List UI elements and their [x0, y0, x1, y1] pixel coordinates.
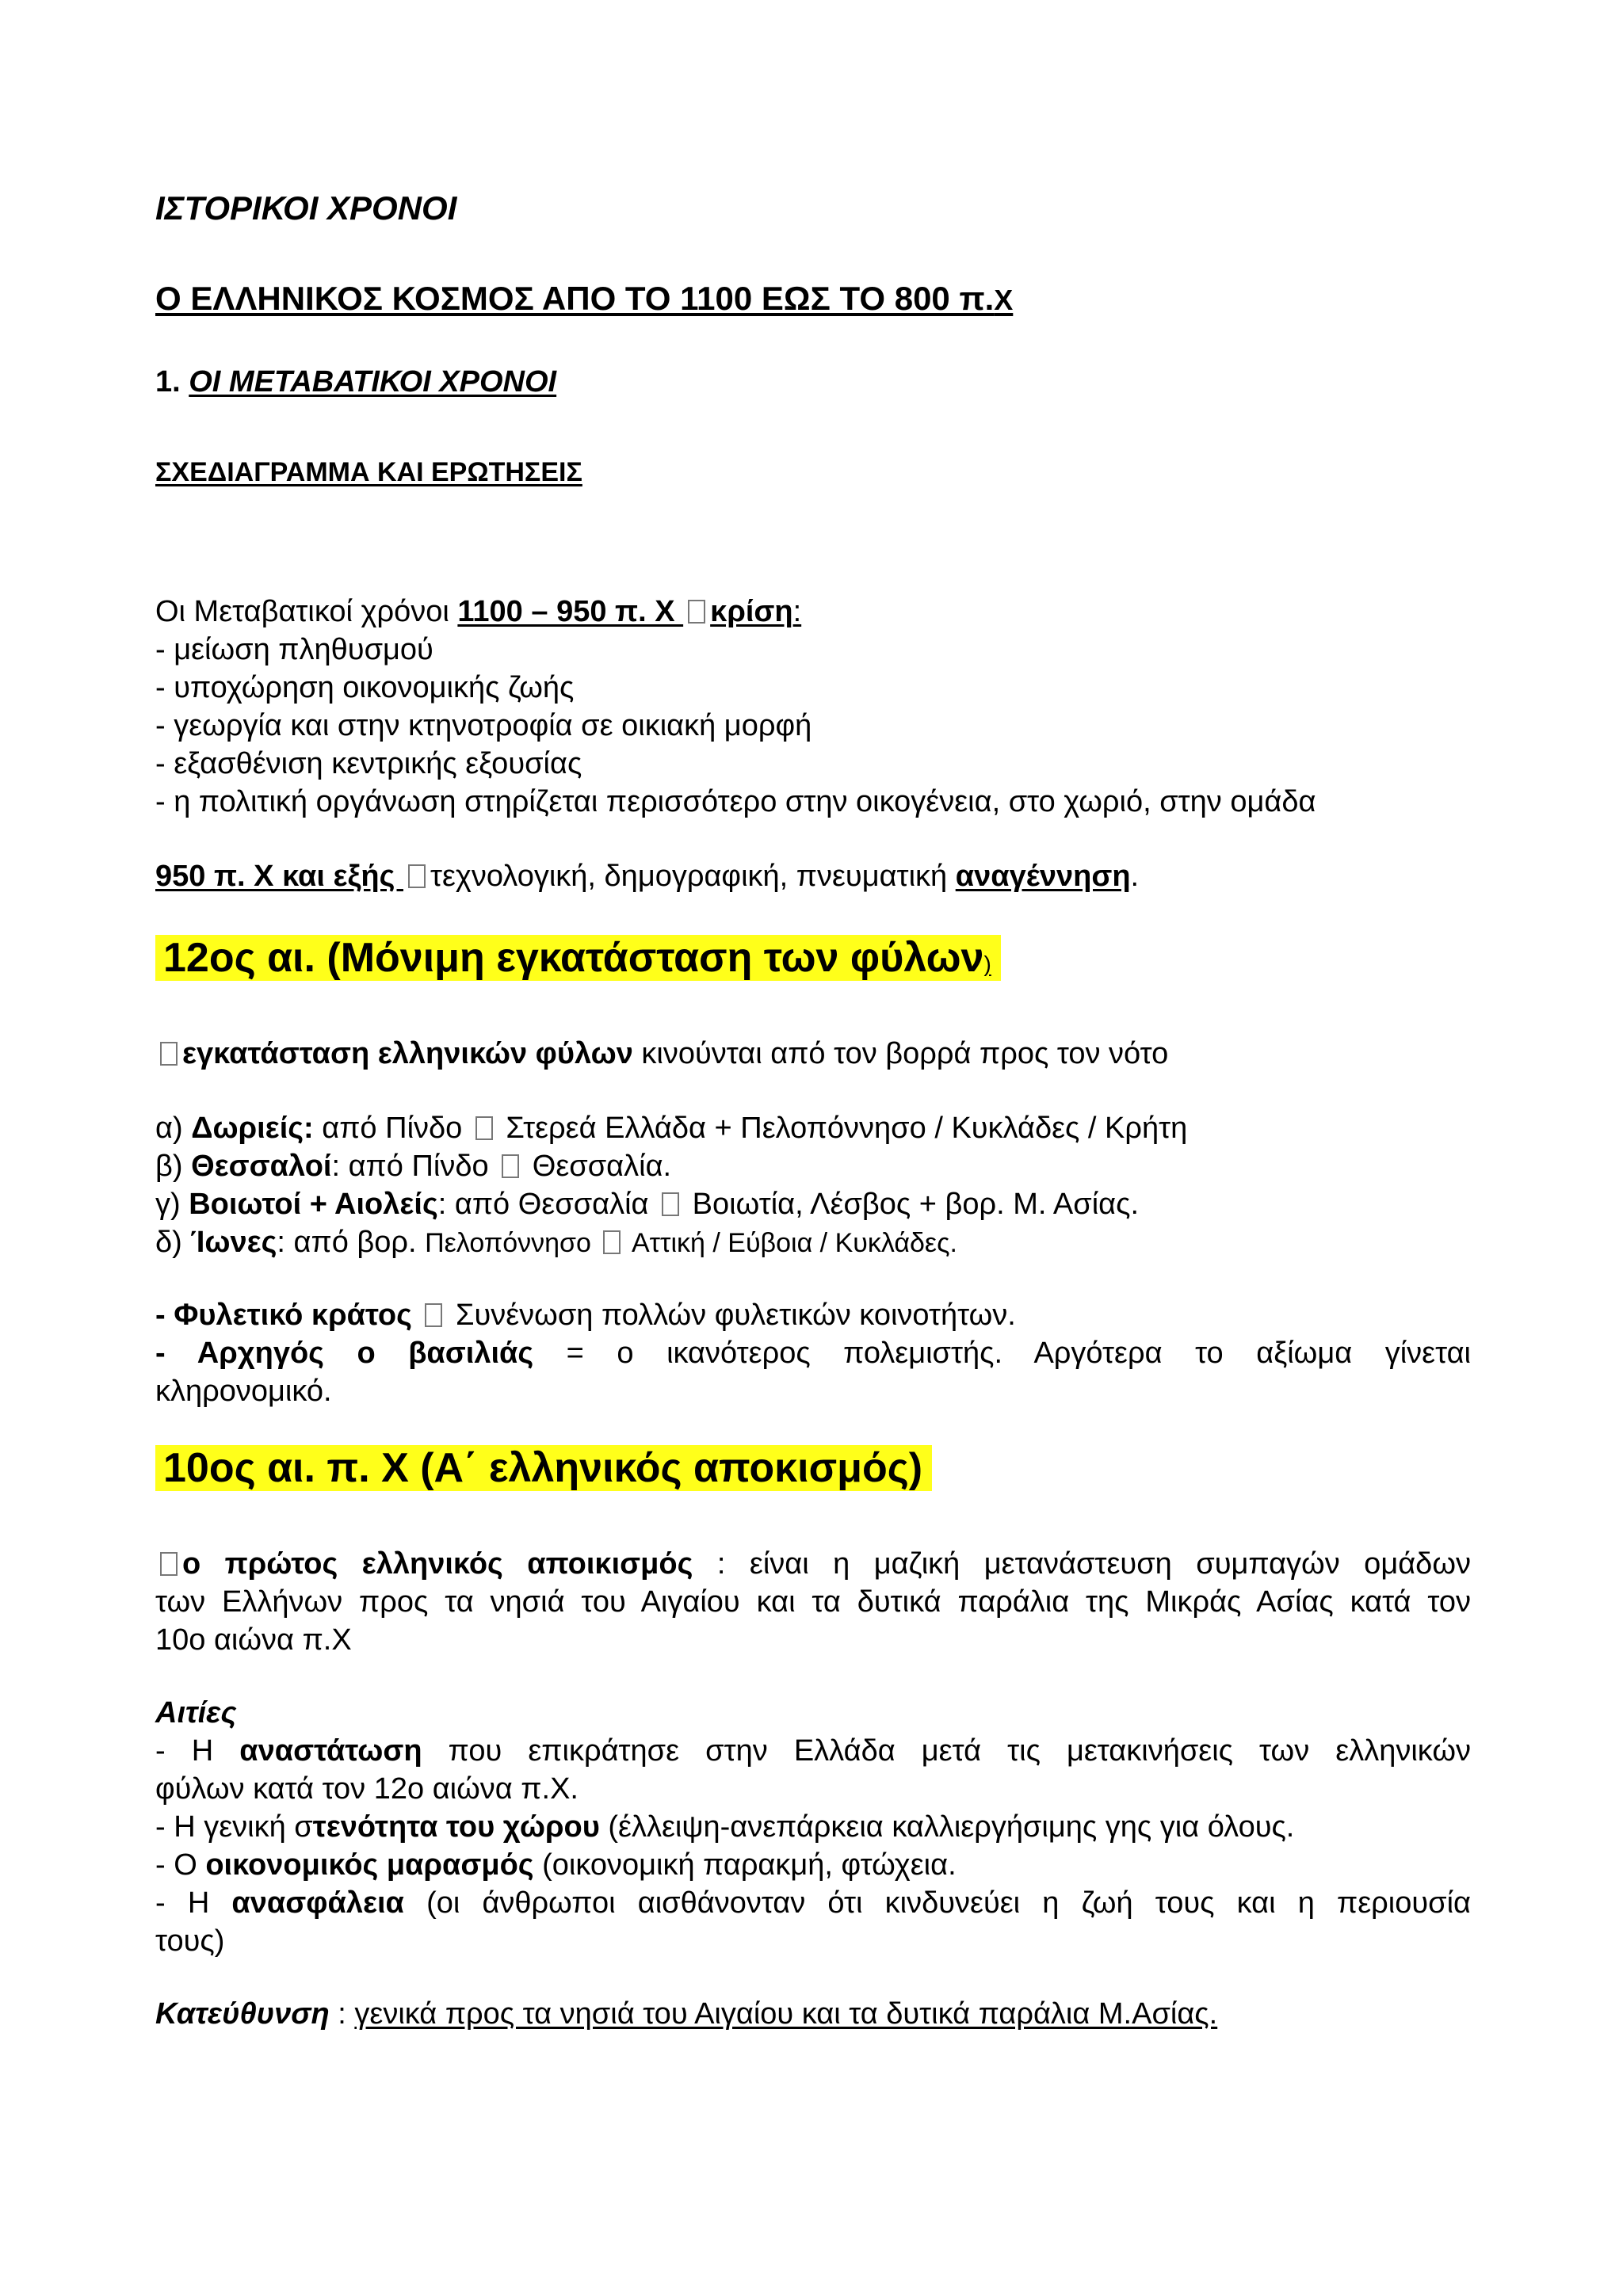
- heading-10th-text: 10ος αι. π. Χ (Α΄ ελληνικός αποκισμός): [155, 1445, 932, 1491]
- arrow-placeholder-icon: [425, 1303, 442, 1327]
- tribe-name: Βοιωτοί + Αιολείς: [189, 1188, 438, 1221]
- causes-heading: Αιτίες: [155, 1696, 237, 1730]
- tribe-row: [155, 1185, 1139, 1223]
- cause-text: (έλλειψη-ανεπάρκεια καλλιεργήσιμης γης για όλους.: [599, 1810, 1295, 1844]
- definition-line2: των Ελλήνων προς τα νησιά του Αιγαίου και τα δυτικά παράλια της Μικράς Ασίας κατά τον: [155, 1585, 1471, 1619]
- cause-prefix: - Η: [155, 1886, 232, 1920]
- tribe-letter: γ): [155, 1188, 189, 1221]
- leader-bold: - Αρχηγός ο βασιλιάς: [155, 1337, 534, 1370]
- section-title: ΟΙ ΜΕΤΑΒΑΤΙΚΟΙ ΧΡΟΝΟΙ: [189, 365, 557, 399]
- tribe-name: Ίωνες: [190, 1226, 277, 1259]
- subtitle-x: Χ: [994, 284, 1014, 316]
- tribe-origin: από Πίνδο: [313, 1112, 471, 1145]
- arrow-placeholder-icon: [603, 1230, 621, 1254]
- tribe-letter: α): [155, 1112, 192, 1145]
- direction-line: [155, 1995, 1217, 2033]
- cause-item: [155, 1732, 1471, 1770]
- section-number: 1.: [155, 365, 189, 399]
- arrow-placeholder-icon: [688, 600, 705, 624]
- cause-item: [155, 1884, 1471, 1922]
- arrow-placeholder-icon: [502, 1154, 519, 1178]
- document-subtitle: [155, 277, 1013, 322]
- tribe-destination: Στερεά Ελλάδα + Πελοπόννησο / Κυκλάδες / Κρήτη: [497, 1112, 1188, 1145]
- list-item: - εξασθένιση κεντρικής εξουσίας: [155, 747, 582, 780]
- list-item: - υποχώρηση οικονομικής ζωής: [155, 671, 575, 704]
- arrow-placeholder-icon: [408, 864, 426, 888]
- highlight-heading-12th: [155, 932, 1001, 990]
- tribe-row: [155, 1109, 1187, 1147]
- renaissance-line: [155, 857, 1139, 895]
- cause-text: που επικράτησε στην Ελλάδα μετά τις μετακινήσεις των ελληνικών: [422, 1734, 1472, 1768]
- cause-text-continued: τους): [155, 1924, 225, 1958]
- tribe-letter: δ): [155, 1226, 191, 1259]
- definition-rest: : είναι η μαζική μετανάστευση συμπαγών ομάδων: [693, 1547, 1472, 1581]
- renaissance-end: .: [1130, 860, 1140, 893]
- plan-heading: ΣΧΕΔΙΑΓΡΑΜΜΑ ΚΑΙ ΕΡΩΤΗΣΕΙΣ: [155, 457, 582, 487]
- transition-crisis: κρίση: [710, 595, 793, 628]
- tribe-origin: : από βορ.: [277, 1226, 426, 1259]
- renaissance-text: τεχνολογική, δημογραφική, πνευματική: [430, 860, 956, 893]
- cause-keyword: ανασφάλεια: [231, 1886, 404, 1920]
- list-item: - γεωργία και στην κτηνοτροφία σε οικιακή μορφή: [155, 709, 812, 742]
- document-title: ΙΣΤΟΡΙΚΟΙ ΧΡΟΝΟΙ: [155, 189, 457, 227]
- cause-prefix: - Η: [155, 1734, 240, 1768]
- renaissance-word: αναγέννηση: [955, 860, 1131, 893]
- tribe-origin: : από Πίνδο: [331, 1150, 498, 1183]
- arrow-placeholder-icon: [662, 1192, 679, 1216]
- cause-text: (οικονομική παρακμή, φτώχεια.: [533, 1848, 957, 1882]
- tribal-state-rest: Συνένωση πολλών φυλετικών κοινοτήτων.: [447, 1299, 1016, 1332]
- tribe-destination: Θεσσαλία.: [524, 1150, 672, 1183]
- heading-12th-text: 12ος αι. (Μόνιμη εγκατάσταση των φύλων: [163, 935, 984, 981]
- colonization-definition: [155, 1545, 1471, 1659]
- definition-line: [155, 1545, 1471, 1583]
- list-item: - η πολιτική οργάνωση στηρίζεται περισσότερο στην οικογένεια, στο χωριό, στην ομάδα: [155, 785, 1316, 818]
- tribe-name: Δωριείς:: [191, 1112, 314, 1145]
- list-item: - μείωση πληθυσμού: [155, 633, 433, 666]
- causes-list: [155, 1732, 1471, 1960]
- arrow-placeholder-icon: [160, 1552, 178, 1576]
- direction-sep: :: [329, 1997, 355, 2031]
- leader-last: κληρονομικό.: [155, 1375, 332, 1408]
- transition-lead-line: [155, 593, 801, 631]
- tribe-name: Θεσσαλοί: [191, 1150, 332, 1183]
- cause-text-continued: φύλων κατά τον 12ο αιώνα π.Χ.: [155, 1772, 579, 1806]
- subtitle-text: Ο ΕΛΛΗΝΙΚΟΣ ΚΟΣΜΟΣ ΑΠΟ ΤΟ 1100 ΕΩΣ ΤΟ 800 π.: [155, 280, 995, 317]
- cause-prefix: - Ο: [155, 1848, 206, 1882]
- leader-line: [155, 1334, 1471, 1372]
- cause-prefix: - Η γενική σ: [155, 1810, 313, 1844]
- definition-bold: ο πρώτος ελληνικός αποικισμός: [182, 1547, 693, 1581]
- arrow-placeholder-icon: [475, 1116, 493, 1140]
- arrow-placeholder-icon: [160, 1042, 178, 1066]
- tribe-letter: β): [155, 1150, 192, 1183]
- tribe-origin: : από Θεσσαλία: [437, 1188, 658, 1221]
- direction-text: γενικά προς τα νησιά του Αιγαίου και τα δυτικά παράλια Μ.Ασίας.: [354, 1997, 1218, 2031]
- cause-item: [155, 1846, 1471, 1884]
- tribes-intro-bold: εγκατάσταση ελληνικών φύλων: [182, 1037, 633, 1070]
- renaissance-lead: 950 π. Χ και εξής: [155, 860, 403, 893]
- cause-item: [155, 1808, 1471, 1846]
- tribe-row: [155, 1147, 671, 1185]
- tribes-intro-rest: κινούνται από τον βορρά προς τον νότο: [632, 1037, 1169, 1070]
- cause-keyword: τενότητα του χώρου: [312, 1810, 600, 1844]
- transition-dates: 1100 – 950 π. Χ: [457, 595, 684, 628]
- transition-colon: :: [792, 595, 802, 628]
- leader-paragraph: [155, 1334, 1471, 1410]
- cause-text: (οι άνθρωποι αισθάνονταν ότι κινδυνεύει η ζωή τους και η περιουσία: [403, 1886, 1471, 1920]
- heading-12th-end: ): [983, 952, 991, 976]
- tribe-row: [155, 1223, 957, 1262]
- section-heading: [155, 363, 556, 401]
- transition-lead: Οι Μεταβατικοί χρόνοι: [155, 595, 458, 628]
- tribe-destination: Αττική / Εύβοια / Κυκλάδες.: [625, 1228, 957, 1258]
- cause-keyword: αναστάτωση: [239, 1734, 422, 1768]
- tribe-destination: Βοιωτία, Λέσβος + βορ. Μ. Ασίας.: [684, 1188, 1140, 1221]
- tribe-origin-region: Πελοπόννησο: [425, 1228, 599, 1258]
- definition-line3: 10ο αιώνα π.Χ: [155, 1623, 352, 1657]
- direction-label: Κατεύθυνση: [155, 1997, 330, 2031]
- leader-rest: = ο ικανότερος πολεμιστής. Αργότερα το αξίωμα γίνεται: [533, 1337, 1471, 1370]
- cause-keyword: οικονομικός μαρασμός: [205, 1848, 534, 1882]
- tribal-state-bold: - Φυλετικό κράτος: [155, 1299, 421, 1332]
- highlight-heading-10th: [155, 1442, 932, 1494]
- tribal-state-line: [155, 1296, 1016, 1334]
- tribes-intro: [155, 1035, 1168, 1073]
